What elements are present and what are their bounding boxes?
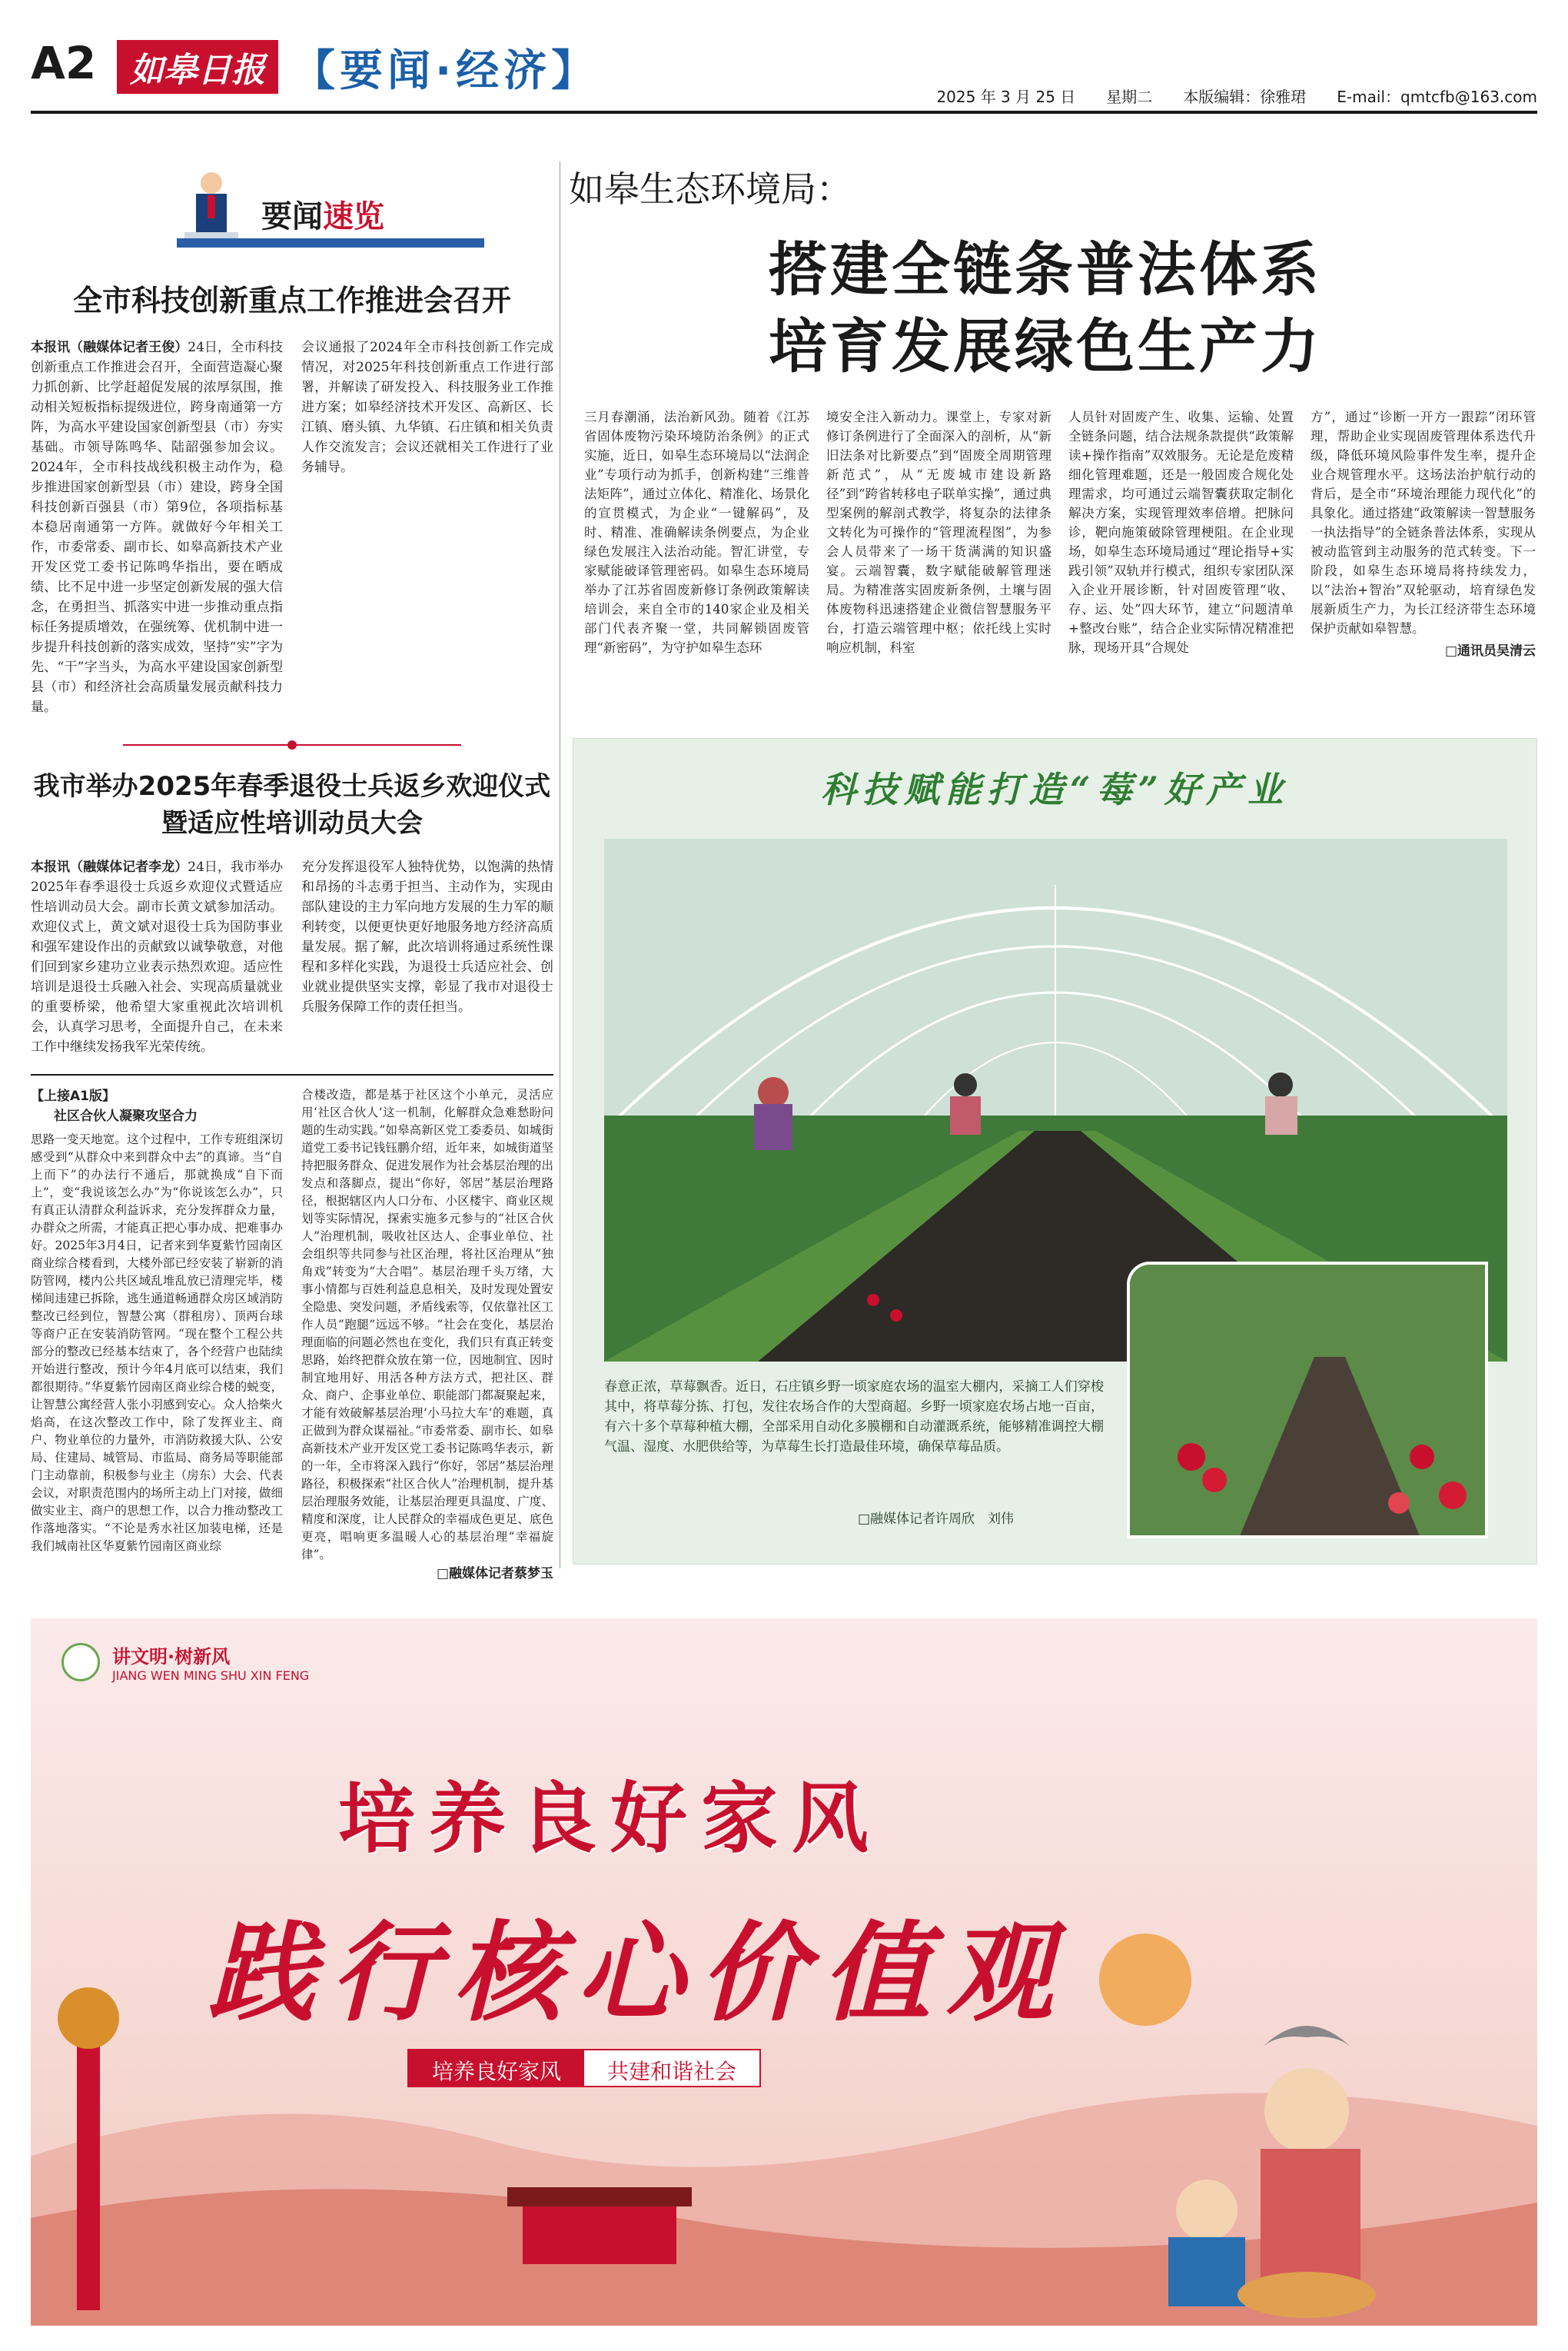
banner-slogan-bar (407, 2049, 761, 2087)
news3-body (31, 1086, 553, 1584)
news2-body (31, 857, 553, 1057)
news3-col1 (31, 1086, 283, 1584)
news3-subtitle: 社区合伙人凝聚攻坚合力 (54, 1109, 198, 1124)
news2-col2: 充分发挥退役军人独特优势，以饱满的热情和昂扬的斗志勇于担当、主动作为，实现由部队建设的主力军向地方发展的生力军的顺利转变，以便更快更好地服务地方经济高质量发展。据了解，此次培训将通过系统性课程和多样化实践，为退役士兵适应社会、创业就业提供坚实支撑，彰显了我市对退役士兵服务保障工作的责任担当。 (301, 860, 553, 1015)
news3-col1-text: 思路一变天地宽。这个过程中，工作专班组深切感受到“从群众中来到群众中去”的真谛。当“自上而下”的办法行不通后，那就换成“自下而上”，变“我说该怎么办”为“你说该怎么办”，只有真正认清群众利益诉求，充分发挥群众力量，办群众之所需，才能真正把心事办成、把难事办好。2025年3月4日，记者来到华夏紫竹园南区商业综合楼看到，大楼外部已经安装了崭新的消防管网，楼内公共区域乱堆乱放已清理完毕，楼梯间违建已拆除，逃生通道畅通群众房区域消防整改已经到位，智慧公寓（群租房）、顶两台球等商户正在安装消防管网。“现在整个工程公共部分的整改已经基本结束了，各个经营户也陆续开始进行整改，预计今年4月底可以结束，我们都很期待。”华夏紫竹园南区商业综合楼的蜕变，让智慧公寓经营人张小羽感到安心。众人拾柴火焰高，在这次整改工作中，除了发挥业主、商户、物业单位的力量外，市消防救援大队、公安局、住建局、城管局、市监局、商务局等职能部门主动靠前，积极参与业主（房东）大会、代表会议，对职责范围内的场所主动上门对接，做细做实业主、商户的思想工作，以合力推动整改工作落地落实。“不论是秀水社区加装电梯，还是我们城南社区华夏紫竹园南区商业综 (31, 1132, 283, 1553)
news2-col1-text: 24日，我市举办2025年春季退役士兵返乡欢迎仪式暨适应性培训动员大会。副市长黄文斌参加活动。欢迎仪式上，黄文斌对退役士兵为国防事业和强军建设作出的贡献致以诚挚敬意，对他们回到家乡建功立业表示热烈欢迎。适应性培训是退役士兵融入社会、实现高质量就业的重要桥梁，他希望大家重视此次培训机会，认真学习思考，全面提升自己，在未来工作中继续发扬我军光荣传统。 (31, 860, 284, 1055)
news1-col1 (31, 338, 283, 717)
news2-headline-line2: 暨适应性培训动员大会 (161, 808, 423, 839)
news1-col1-text: 24日，全市科技创新重点工作推进会召开，全面营造凝心聚力抓创新、比学赶超促发展的浓厚氛围，推动相关短板指标提级进位，跨身南通第一方阵，为高水平建设国家创新型县（市）夯实基础。市领导陈鸣华、陆韶强参加会议。2024年，全市科技战线积极主动作为，稳步推进国家创新型县（市）建设，跨身全国科技创新百强县（市）第9位，各项指标基本稳居南通第一方阵。就做好今年相关工作，市委常委、副市长、如皋高新技术产业开发区党工委书记陈鸣华指出，要在晒成绩、比不足中进一步坚定创新发展的强大信念，在勇担当、抓落实中进一步推动重点指标任务提质增效，在强统筹、优机制中进一步提升科技创新的落实成效，坚持“实”字为先、“干”字当头，为高水平建设国家创新型县（市）和经济社会高质量发展贡献科技力量。 (31, 340, 284, 715)
section-rule (31, 1074, 553, 1076)
banner-slogan-a: 培养良好家风 (409, 2050, 584, 2086)
strawberry-closeup-photo (1127, 1262, 1488, 1538)
news2-headline (31, 768, 553, 842)
news3-tag: 【上接A1版】 (31, 1089, 115, 1104)
issue-weekday: 星期二 (1106, 88, 1153, 106)
feature-headline-line2: 培育发展绿色生产力 (769, 312, 1322, 381)
news2-lead: 本报讯（融媒体记者李龙） (31, 860, 188, 875)
news2-col1 (31, 857, 283, 1057)
feature-col4 (1311, 407, 1536, 661)
banner-headline-1: 培养良好家风 (338, 1773, 882, 1864)
news3-col2-text: 合楼改造，都是基于社区这个小单元，灵活应用‘社区合伙人’这一机制，化解群众急难愁盼问题的生动实践。”如皋高新区党工委委员、如城街道党工委书记钱钰鹏介绍，近年来，如城街道坚持把服务群众、促进发展作为社会基层治理的出发点和落脚点，提出“你好，邻居”基层治理路径，根据辖区内人口分布、小区楼宇、商业区规划等实际情况，探索实施多元参与的“社区合伙人”治理机制，吸收社区达人、企事业单位、社会组织等共同参与社区治理，将社区治理从“独角戏”转变为“大合唱”。基层治理千头万绪，大事小情都与百姓利益息息相关，及时发现处置安全隐患、突发问题，矛盾线索等，仅依靠社区工作人员“跑腿”远远不够。“社会在变化，基层治理面临的问题必然也在变化，我们只有真正转变思路，始终把群众放在第一位，因地制宜、因时制宜地用好、用活各种方法方式，把社区、群众、商户、企事业单位、职能部门都凝聚起来，才能有效破解基层治理‘小马拉大车’的难题，真正做到为群众谋福祉。”市委常委、副市长、如皋高新技术产业开发区党工委书记陈鸣华表示，新的一年，全市将深入践行“你好，邻居”基层治理路径，积极探索“社区合伙人”治理机制，提升基层治理服务效能，让基层治理更具温度、广度、精度和深度，让人民群众的幸福成色更足、底色更亮，唱响更多温暖人心的基层治理“幸福旋律”。 (301, 1088, 553, 1561)
news-briefs-title-a: 要闻 (261, 199, 323, 234)
feature-col2: 境安全注入新动力。课堂上，专家对新修订条例进行了全面深入的剖析，从“新旧法条对比新要点”到“固废全周期管理新范式”，从“无废城市建设新路径”到“跨省转移电子联单实操”，通过典型案例的解剖式教学，将复杂的法律条文转化为可操作的“管理流程图”，为参会人员带来了一场干货满满的知识盛宴。云端智囊，数字赋能破解管理迷局。为精准落实固废新条例，土壤与固体废物科迅速搭建企业微信智慧服务平台，打造云端管理中枢；依托线上实时响应机制，科室 (826, 410, 1051, 655)
photo-caption: 春意正浓，草莓飘香。近日，石庄镇乡野一顷家庭农场的温室大棚内，采摘工人们穿梭其中，将草莓分拣、打包，发往农场合作的大型商超。乡野一顷家庭农场占地一百亩，有六十多个草莓种植大棚，全部采用自动化多膜棚和自动灌溉系统，能够精准调控大棚气温、湿度、水肥供给等，为草莓生长打造最佳环境，确保草莓品质。 (604, 1379, 1104, 1455)
left-column (31, 161, 553, 1584)
strawberry-closeup-art (1130, 1265, 1488, 1538)
news1-col2: 会议通报了2024年全市科技创新工作完成情况，对2025年科技创新重点工作进行部署，并解读了研发投入、科技服务业工作推进方案；如皋经济技术开发区、高新区、长江镇、磨头镇、九华镇、石庄镇和相关负责人作交流发言；会议还就相关工作进行了业务辅导。 (301, 340, 553, 475)
civility-emblem-icon (61, 1643, 100, 1681)
banner-slogan-b: 共建和谐社会 (584, 2050, 759, 2086)
editor-name: 本版编辑：徐雅珺 (1183, 88, 1307, 106)
feature-col1: 三月春潮涌，法治新风劲。随着《江苏省固体废物污染环境防治条例》的正式实施，近日，如皋生态环境局以“法润企业”专项行动为抓手，创新构建“三维普法矩阵”，通过立体化、精准化、场景化的宣贯模式，为企业“一键解码”，及时、精准、准确解读条例要点，为企业绿色发展注入法治动能。智汇讲堂，专家赋能破译管理密码。如皋生态环境局举办了江苏省固废新修订条例政策解读培训会，来自全市的140家企业及相关部门代表齐聚一堂，共同解锁固废管理“新密码”，为守护如皋生态环 (584, 410, 809, 655)
news-briefs-title-b: 速览 (323, 199, 384, 234)
masthead (31, 29, 1537, 114)
section-title: 【要闻·经济】 (292, 46, 600, 96)
paper-logo: 如皋日报 (117, 40, 278, 94)
feature-col3: 人员针对固废产生、收集、运输、处置全链条问题，结合法规条款提供“政策解读+操作指南”双效服务。无论是危废精细化管理难题，还是一般固废合规化处理需求，均可通过云端智囊获取定制化解决方案，实现管理效率倍增。把脉问诊，靶向施策破除管理梗阻。在企业现场，如皋生态环境局通过“理论指导+实践引领”双轨并行模式，组织专家团队深入企业开展诊断，针对固废管理“收、存、运、处”四大环节，建立“问题清单+整改台账”，结合企业实际情况精准把脉，现场开具“合规处 (1068, 410, 1294, 655)
news-briefs-title (261, 192, 384, 236)
banner-logo-pinyin: JIANG WEN MING SHU XIN FENG (112, 1668, 310, 1683)
news1-lead: 本报讯（融媒体记者王俊） (31, 340, 188, 355)
businessman-icon (177, 169, 246, 246)
banner-headline-2: 践行核心价值观 (208, 1910, 1069, 2037)
news2-headline-line1: 我市举办2025年春季退役士兵返乡欢迎仪式 (33, 771, 551, 802)
feature-col4-text: 方”，通过“诊断一开方一跟踪”闭环管理，帮助企业实现固废管理体系迭代升级，降低环境风险事件发生率，提升企业合规管理水平。这场法治护航行动的背后，是全市“环境治理能力现代化”的具象化。通过搭建“政策解读一智慧服务一执法指导”的全链条普法体系，实现从被动监管到主动服务的范式转变。下一阶段，如皋生态环境局将持续发力，以“法治+智治”双轮驱动，培育绿色发展新质生产力，为长江经济带生态环境保护贡献如皋智慧。 (1311, 410, 1536, 636)
page-number: A2 (31, 37, 97, 89)
photo-credit: □融媒体记者许周欣 刘伟 (858, 1511, 1015, 1527)
news3-col2 (301, 1086, 553, 1584)
feature-body (584, 407, 1537, 661)
news-briefs-bar (177, 238, 484, 248)
feature-headline-line1: 搭建全链条普法体系 (769, 235, 1322, 304)
issue-date: 2025 年 3 月 25 日 (936, 88, 1076, 106)
news-briefs-banner (146, 161, 500, 254)
banner-logo-title: 讲文明·树新风 (112, 1646, 231, 1668)
banner-logo (61, 1641, 309, 1683)
news3-byline: □融媒体记者蔡梦玉 (436, 1566, 553, 1581)
editor-email: E-mail：qmtcfb@163.com (1337, 88, 1537, 106)
feature-kicker: 如皋生态环境局： (569, 168, 852, 210)
section-divider-1 (31, 737, 553, 753)
news1-body (31, 338, 553, 717)
civility-ad-banner (31, 1618, 1537, 2326)
feature-byline: □通讯员吴清云 (1444, 643, 1536, 659)
news1-headline: 全市科技创新重点工作推进会召开 (72, 284, 511, 318)
issue-meta (936, 85, 1537, 107)
photo-feature (573, 738, 1537, 1565)
photo-feature-title: 科技赋能打造“莓”好产业 (821, 769, 1289, 810)
